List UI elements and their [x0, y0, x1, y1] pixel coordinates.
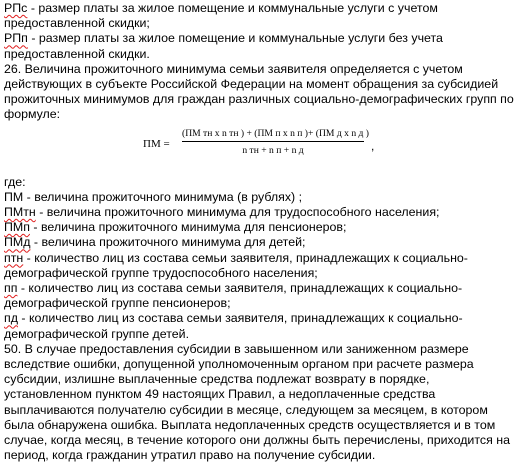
- definition-term: РПп: [4, 31, 28, 46]
- formula-numerator: (ПМ тн x n тн ) + (ПМ п x n п )+ (ПМ д x n д ): [182, 127, 364, 142]
- definition-rps: [4, 1, 516, 31]
- formula-fraction: [182, 127, 370, 157]
- definition-text: - величина прожиточного минимума для детей;: [30, 235, 306, 250]
- definition-text: - количество лиц из состава семьи заявителя, принадлежащих к социально-демографической группе трудоспособного населения;: [4, 250, 468, 280]
- definition-text: - количество лиц из состава семьи заявителя, принадлежащих к социально-демографической группе детей.: [4, 311, 463, 341]
- definition-pmtn: [4, 205, 516, 220]
- definition-text: - величина прожиточного минимума для пенсионеров;: [29, 220, 347, 235]
- definition-term: ПМ: [4, 189, 24, 204]
- where-label: где:: [4, 174, 26, 189]
- definition-term: РПс: [4, 1, 28, 15]
- definition-text: - количество лиц из состава семьи заявителя, принадлежащих к социально-демографической группе пенсионеров;: [4, 281, 463, 311]
- definition-text: - величина прожиточного минимума для трудоспособного населения;: [35, 205, 440, 220]
- clause-50: 50. В случае предоставления субсидии в завышенном или заниженном размере вследствие ошибки, допущенной уполномоченным органом при расчете размера субсидии, излишне выплаченные средства подлежат возврату в порядке, установленном пунктом 49 настоящих Правил, а недоплаченные средства выплачиваются получателю субсидии в месяце, следующем за месяцем, в котором была обнаружена ошибка. Выплата недоплаченных средств осуществляется и в том случае, когда месяц, в течение которого они должны быть перечислены, приходится на период, когда гражданин утратил право на получение субсидии.: [4, 341, 510, 463]
- definition-text: - величина прожиточного минимума (в рублях) ;: [23, 189, 303, 204]
- definition-rpp: [4, 31, 516, 61]
- definition-term: пп: [4, 281, 18, 296]
- definition-term: ПМп: [4, 220, 30, 235]
- definition-term: ПМтн: [4, 205, 36, 220]
- formula: [4, 125, 516, 169]
- definition-term: пд: [4, 311, 18, 326]
- formula-comma: ,: [371, 138, 375, 153]
- definition-text: - размер платы за жилое помещение и коммунальные услуги без учета предоставленной скидки.: [4, 31, 443, 61]
- formula-lhs: ПМ =: [143, 137, 170, 150]
- document-page: [4, 1, 516, 463]
- definition-ptn: [4, 251, 516, 281]
- definition-pmp: [4, 220, 516, 235]
- definition-term: ПМд: [4, 235, 31, 250]
- clause-26: 26. Величина прожиточного минимума семьи заявителя определяется с учетом действующих в субъекте Российской Федерации на момент обращения за субсидией прожиточных минимумов для граждан различных социально-демографических групп по формуле:: [4, 61, 514, 122]
- definition-term: птн: [4, 250, 24, 265]
- definition-text: - размер платы за жилое помещение и коммунальные услуги с учетом предоставленной скидки;: [4, 1, 438, 31]
- definition-pmd: [4, 235, 516, 250]
- formula-denominator: n тн + n п + n д: [242, 144, 304, 156]
- definition-pm: [4, 190, 516, 205]
- definition-pd: [4, 311, 516, 341]
- definition-pp: [4, 281, 516, 311]
